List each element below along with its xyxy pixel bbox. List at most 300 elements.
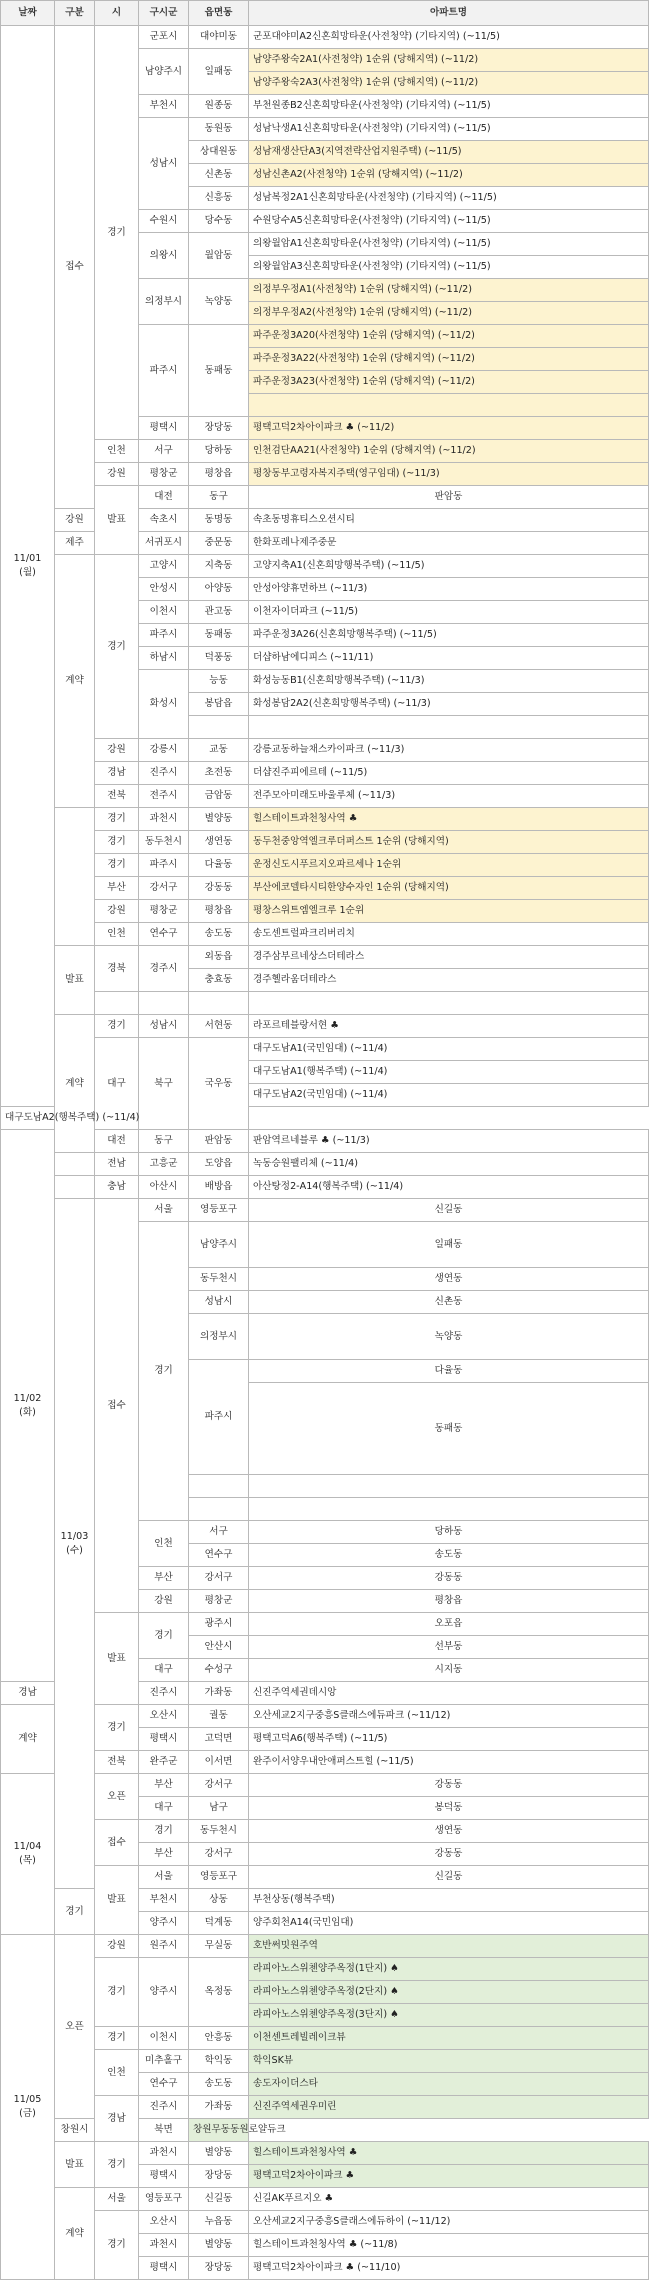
apartment-name-cell: 성남복정2A1신혼희망타운(사전청약) (기타지역) (~11/5) [249,187,649,210]
table-cell: 계약 [55,1015,95,1153]
table-cell: 과천시 [139,2234,189,2257]
table-cell: 인천 [95,440,139,463]
apartment-name-cell: 속초동명휴티스오션시티 [249,509,649,532]
table-cell: 연수구 [139,2073,189,2096]
table-cell [189,716,249,739]
table-cell: 경기 [95,555,139,739]
table-cell: 영등포구 [189,1199,249,1222]
table-cell [189,1498,249,1521]
table-cell: 학익동 [189,2050,249,2073]
table-cell: 파주시 [139,854,189,877]
apartment-name-cell: 평택고덕2차아이파크 ♣ (~11/10) [249,2257,649,2280]
table-cell: 동패동 [249,1383,649,1475]
table-cell: 계약 [55,555,95,808]
header-date: 날짜 [1,1,55,26]
table-cell: 충효동 [189,969,249,992]
apartment-name-cell: 수원당수A5신혼희망타운(사전청약) (기타지역) (~11/5) [249,210,649,233]
table-cell [139,992,189,1015]
table-cell: 경기 [95,1015,139,1038]
table-row [1,1015,649,1038]
apartment-name-cell: 창원무동동원로얄듀크 [189,2119,249,2142]
table-cell: 서울 [139,1199,189,1222]
table-cell: 국우동 [189,1038,249,1130]
table-row [1,923,649,946]
apartment-name-cell: 성남신촌A2(사전청약) 1순위 (당해지역) (~11/2) [249,164,649,187]
apartment-name-cell: 신진주역세권데시앙 [249,1682,649,1705]
date-cell: 11/02 (화) [1,1130,55,1682]
table-cell: 파주시 [139,624,189,647]
table-cell: 계약 [55,2188,95,2280]
table-cell: 신흥동 [189,187,249,210]
table-row [1,2188,649,2211]
table-row [1,739,649,762]
table-cell: 강동동 [249,1774,649,1797]
table-cell: 누읍동 [189,2211,249,2234]
apartment-name-cell: 신길AK푸르지오 ♣ [249,2188,649,2211]
table-cell: 평택시 [139,2257,189,2280]
table-cell: 오산시 [139,1705,189,1728]
table-cell: 안성시 [139,578,189,601]
apartment-name-cell: 힐스테이트과천청사역 ♣ [249,808,649,831]
table-cell: 강원 [95,1935,139,1958]
table-cell [55,1153,95,1176]
apartment-name-cell: 전주모아미래도바울루체 (~11/3) [249,785,649,808]
table-cell [189,1475,249,1498]
table-cell: 부산 [95,877,139,900]
header-town: 읍면동 [189,1,249,26]
table-cell: 인천 [95,2050,139,2096]
table-row [1,555,649,578]
apartment-name-cell: 화성봉담2A2(신혼희망행복주택) (~11/3) [249,693,649,716]
apartment-name-cell: 인천검단AA21(사전청약) 1순위 (당해지역) (~11/2) [249,440,649,463]
table-cell: 경남 [95,2096,139,2142]
table-row [1,1199,649,1222]
table-row [1,1153,649,1176]
table-body [1,26,649,2280]
table-row [1,900,649,923]
table-cell: 발표 [95,486,139,555]
table-cell: 능동 [189,670,249,693]
table-cell: 발표 [55,2142,95,2188]
header-province: 시 [95,1,139,26]
table-cell: 성남시 [139,118,189,210]
table-cell: 일패동 [189,49,249,95]
table-cell: 경남 [1,1682,55,1705]
table-cell: 강서구 [189,1843,249,1866]
table-cell: 과천시 [139,808,189,831]
table-cell: 성남시 [189,1291,249,1314]
table-cell: 동패동 [189,624,249,647]
table-cell: 아산시 [139,1176,189,1199]
table-cell: 강동동 [189,877,249,900]
table-cell: 신길동 [249,1866,649,1889]
table-cell: 완주군 [139,1751,189,1774]
table-cell: 경기 [95,1958,139,2027]
table-cell: 일패동 [249,1222,649,1268]
table-cell: 의왕시 [139,233,189,279]
apartment-name-cell: 동두천중앙역엘크루더퍼스트 1순위 (당해지역) [249,831,649,854]
table-cell: 강원 [55,509,95,532]
table-cell: 금암동 [189,785,249,808]
table-cell: 평창군 [189,1590,249,1613]
table-cell: 동두천시 [189,1268,249,1291]
table-cell: 부천시 [139,1889,189,1912]
table-cell: 녹양동 [249,1314,649,1360]
table-row [1,946,649,969]
table-cell: 속초시 [139,509,189,532]
table-row [1,2027,649,2050]
apartment-name-cell: 안성아양휴먼하브 (~11/3) [249,578,649,601]
table-cell: 신촌동 [189,164,249,187]
table-cell: 충남 [95,1176,139,1199]
apartment-name-cell: 의왕월암A1신혼희망타운(사전청약) (기타지역) (~11/5) [249,233,649,256]
table-row [1,1935,649,1958]
table-row [1,1751,649,1774]
table-cell: 선부동 [249,1636,649,1659]
apartment-name-cell: 평택고덕A6(행복주택) (~11/5) [249,1728,649,1751]
table-cell: 강서구 [139,877,189,900]
table-cell: 영등포구 [189,1866,249,1889]
apartment-name-cell: 파주운정3A22(사전청약) 1순위 (당해지역) (~11/2) [249,348,649,371]
table-cell: 동두천시 [189,1820,249,1843]
table-cell: 아양동 [189,578,249,601]
table-cell: 당수동 [189,210,249,233]
table-cell [95,992,139,1015]
apartment-name-cell: 양주회천A14(국민임대) [249,1912,649,1935]
table-cell: 별양동 [189,808,249,831]
table-cell: 강서구 [189,1567,249,1590]
table-row [1,1774,649,1797]
apartment-name-cell: 오산세교2지구중흥S클래스에듀파크 (~11/12) [249,1705,649,1728]
apartment-name-cell: 파주운정3A20(사전청약) 1순위 (당해지역) (~11/2) [249,325,649,348]
table-cell: 경기 [95,2142,139,2188]
table-cell: 접수 [95,1820,139,1866]
apartment-name-cell: 남양주왕숙2A1(사전청약) 1순위 (당해지역) (~11/2) [249,49,649,72]
apartment-name-cell: 운정신도시푸르지오파르세나 1순위 [249,854,649,877]
table-cell: 이서면 [189,1751,249,1774]
apartment-name-cell: 군포대야미A2신혼희망타운(사전청약) (기타지역) (~11/5) [249,26,649,49]
table-cell: 지축동 [189,555,249,578]
table-cell: 경기 [95,2211,139,2280]
table-cell: 의정부시 [139,279,189,325]
table-cell: 원종동 [189,95,249,118]
table-row [1,2050,649,2073]
table-cell: 동두천시 [139,831,189,854]
table-cell: 광주시 [189,1613,249,1636]
table-cell: 덕계동 [189,1912,249,1935]
table-cell: 남양주시 [189,1222,249,1268]
apartment-name-cell: 의정부우정A2(사전청약) 1순위 (당해지역) (~11/2) [249,302,649,325]
table-cell: 송도동 [249,1544,649,1567]
table-cell: 원주시 [139,1935,189,1958]
table-row [1,440,649,463]
table-cell: 인천 [95,923,139,946]
table-cell: 오포읍 [249,1613,649,1636]
table-cell: 연수구 [139,923,189,946]
table-cell: 동구 [189,486,249,509]
table-row [1,486,649,509]
date-cell: 11/05 (금) [1,1935,55,2280]
table-cell: 안산시 [189,1636,249,1659]
apartment-name-cell: 힐스테이트과천청사역 ♣ (~11/8) [249,2234,649,2257]
table-cell: 평택시 [139,417,189,440]
table-cell: 경기 [95,854,139,877]
table-cell: 경기 [95,2027,139,2050]
table-cell: 평창읍 [249,1590,649,1613]
date-cell: 11/03 (수) [55,1199,95,1889]
table-cell: 화성시 [139,670,189,739]
table-cell: 미추홀구 [139,2050,189,2073]
table-row [1,1820,649,1843]
apartment-name-cell: 화성능동B1(신혼희망행복주택) (~11/3) [249,670,649,693]
table-cell: 관고동 [189,601,249,624]
table-cell: 강원 [95,739,139,762]
table-cell: 생연동 [249,1268,649,1291]
apartment-name-cell: 라피아노스위첸양주옥정(1단지) ♠ [249,1958,649,1981]
table-row [1,1176,649,1199]
table-cell: 경기 [139,1222,189,1521]
table-cell: 경기 [95,1705,139,1751]
table-cell: 진주시 [139,762,189,785]
table-row [1,2096,649,2119]
table-cell: 경기 [95,808,139,831]
date-cell: 11/01 (월) [1,26,55,1107]
table-row [1,2211,649,2234]
table-cell: 고덕면 [189,1728,249,1751]
table-cell [55,1176,95,1199]
table-cell: 판암동 [189,1130,249,1153]
table-cell: 상동 [189,1889,249,1912]
table-cell: 이천시 [139,601,189,624]
table-cell: 서귀포시 [139,532,189,555]
table-cell: 제주 [55,532,95,555]
apartment-name-cell: 완주이서양우내안애퍼스트힐 (~11/5) [249,1751,649,1774]
apartment-name-cell: 파주운정3A23(사전청약) 1순위 (당해지역) (~11/2) [249,371,649,394]
table-cell: 북면 [139,2119,189,2142]
table-cell: 동패동 [189,325,249,417]
table-cell: 의정부시 [189,1314,249,1360]
table-cell: 창원시 [55,2119,95,2142]
table-row [1,785,649,808]
table-cell: 대구 [95,1038,139,1130]
table-cell: 남양주시 [139,49,189,95]
table-cell: 양주시 [139,1958,189,2027]
table-cell: 인천 [139,1521,189,1567]
apartment-name-cell: 라피아노스위첸양주옥정(2단지) ♠ [249,1981,649,2004]
table-cell: 옥정동 [189,1958,249,2027]
apartment-name-cell: 판암역르네블루 ♣ (~11/3) [249,1130,649,1153]
table-cell: 신길동 [249,1199,649,1222]
table-row [1,992,649,1015]
table-cell: 교동 [189,739,249,762]
apartment-name-cell: 의정부우정A1(사전청약) 1순위 (당해지역) (~11/2) [249,279,649,302]
table-cell: 봉담읍 [189,693,249,716]
table-cell: 송도동 [189,923,249,946]
table-cell: 시지동 [249,1659,649,1682]
table-cell [189,992,249,1015]
table-cell: 별양동 [189,2142,249,2165]
table-cell: 신길동 [189,2188,249,2211]
apartment-name-cell: 아산탕정2-A14(행복주택) (~11/4) [249,1176,649,1199]
header-row [1,1,649,26]
table-cell: 당하동 [189,440,249,463]
apartment-name-cell: 고양지축A1(신혼희망행복주택) (~11/5) [249,555,649,578]
header-district: 구시군 [139,1,189,26]
table-row [1,463,649,486]
table-cell: 전북 [95,1751,139,1774]
table-cell: 발표 [95,1866,139,1935]
apartment-name-cell: 송도자이더스타 [249,2073,649,2096]
table-cell: 동원동 [189,118,249,141]
header-apartment: 아파트명 [249,1,649,26]
table-cell: 수성구 [189,1659,249,1682]
table-cell: 평창군 [139,463,189,486]
apartment-name-cell: 경주삼부르네상스더테라스 [249,946,649,969]
table-row [1,1866,649,1889]
apartment-name-cell: 라피아노스위첸양주옥정(3단지) ♠ [249,2004,649,2027]
apartment-name-cell [249,992,649,1015]
table-cell: 경남 [95,762,139,785]
apartment-name-cell: 평창동부고령자복지주택(영구임대) (~11/3) [249,463,649,486]
table-cell: 별양동 [189,2234,249,2257]
table-cell: 송도동 [189,2073,249,2096]
table-cell: 발표 [55,946,95,1015]
apartment-name-cell: 성남낙생A1신혼희망타운(사전청약) (기타지역) (~11/5) [249,118,649,141]
table-cell: 경주시 [139,946,189,992]
table-cell [55,808,95,946]
table-cell: 고양시 [139,555,189,578]
table-cell: 초전동 [189,762,249,785]
table-cell: 파주시 [189,1360,249,1475]
table-cell: 평창읍 [189,900,249,923]
table-row [1,1958,649,1981]
apartment-name-cell [249,394,649,417]
table-row [1,877,649,900]
table-cell: 오산시 [139,2211,189,2234]
table-cell: 경기 [139,1820,189,1843]
table-cell: 가좌동 [189,2096,249,2119]
table-cell: 강릉시 [139,739,189,762]
table-cell: 발표 [95,1613,139,1705]
apartment-name-cell: 평창스위트엠엘크루 1순위 [249,900,649,923]
apartment-name-cell: 녹동승원팰리체 (~11/4) [249,1153,649,1176]
apartment-name-cell: 학익SK뷰 [249,2050,649,2073]
apartment-name-cell: 남양주왕숙2A3(사전청약) 1순위 (당해지역) (~11/2) [249,72,649,95]
table-cell: 상대원동 [189,141,249,164]
table-cell: 동명동 [189,509,249,532]
table-row [1,762,649,785]
apartment-name-cell: 대구도남A1(행복주택) (~11/4) [249,1061,649,1084]
apartment-name-cell: 경주헬라움더테라스 [249,969,649,992]
table-cell: 녹양동 [189,279,249,325]
table-cell: 강서구 [189,1774,249,1797]
apartment-name-cell: 대구도남A1(국민임대) (~11/4) [249,1038,649,1061]
apartment-name-cell: 라포르테블랑서현 ♣ [249,1015,649,1038]
table-cell: 서구 [139,440,189,463]
table-cell: 대전 [95,1130,139,1153]
table-row [1,1130,649,1153]
table-cell: 전남 [95,1153,139,1176]
table-cell: 양주시 [139,1912,189,1935]
table-cell: 대전 [139,486,189,509]
table-cell: 군포시 [139,26,189,49]
table-cell: 안흥동 [189,2027,249,2050]
table-cell: 무실동 [189,1935,249,1958]
table-cell: 과천시 [139,2142,189,2165]
table-cell: 배방읍 [189,1176,249,1199]
table-row [1,2142,649,2165]
table-cell: 고흥군 [139,1153,189,1176]
table-cell: 평택시 [139,2165,189,2188]
table-cell: 궐동 [189,1705,249,1728]
table-cell: 외동읍 [189,946,249,969]
table-cell: 평택시 [139,1728,189,1751]
table-row [1,808,649,831]
table-cell: 가좌동 [189,1682,249,1705]
apartment-name-cell: 대구도남A2(행복주택) (~11/4) [1,1107,55,1130]
table-cell: 진주시 [139,1682,189,1705]
table-row [1,26,649,49]
table-cell: 장당동 [189,417,249,440]
table-cell: 동구 [139,1130,189,1153]
table-cell: 경기 [55,1889,95,1935]
apartment-name-cell: 강릉교동하늘채스카이파크 (~11/3) [249,739,649,762]
table-cell: 오픈 [95,1774,139,1820]
table-cell: 장당동 [189,2165,249,2188]
apartment-name-cell: 한화포레나제주중문 [249,532,649,555]
table-cell: 수원시 [139,210,189,233]
apartment-name-cell: 이천센트레빌레이크뷰 [249,2027,649,2050]
table-cell: 강동동 [249,1567,649,1590]
apartment-name-cell: 평택고덕2차아이파크 ♣ (~11/2) [249,417,649,440]
table-cell: 생연동 [189,831,249,854]
table-cell: 강원 [95,900,139,923]
table-row [1,831,649,854]
apartment-name-cell: 더샵진주피에르테 (~11/5) [249,762,649,785]
apartment-name-cell [249,716,649,739]
apartment-name-cell: 부천상동(행복주택) [249,1889,649,1912]
table-cell: 대구 [139,1659,189,1682]
table-cell: 당하동 [249,1521,649,1544]
table-cell: 서현동 [189,1015,249,1038]
apartment-name-cell: 성남재생산단A3(지역전략산업지원주택) (~11/5) [249,141,649,164]
table-cell: 강동동 [249,1843,649,1866]
table-cell: 평창군 [139,900,189,923]
table-cell: 부천시 [139,95,189,118]
table-cell: 다율동 [249,1360,649,1383]
apartment-name-cell: 송도센트럴파크리버리치 [249,923,649,946]
header-category: 구분 [55,1,95,26]
table-cell: 이천시 [139,2027,189,2050]
table-cell: 경북 [95,946,139,992]
table-cell: 연수구 [189,1544,249,1567]
table-cell: 접수 [55,26,95,509]
table-cell: 남구 [189,1797,249,1820]
table-cell: 전북 [95,785,139,808]
table-cell: 경기 [95,831,139,854]
table-cell: 강원 [139,1590,189,1613]
table-cell: 판암동 [249,486,649,509]
table-row [1,1705,649,1728]
table-cell: 하남시 [139,647,189,670]
table-cell: 신촌동 [249,1291,649,1314]
table-cell: 강원 [95,463,139,486]
apartment-name-cell: 호반써밋원주역 [249,1935,649,1958]
apartment-name-cell: 부산에코델타시티한양수자인 1순위 (당해지역) [249,877,649,900]
table-cell: 경기 [139,1613,189,1659]
table-cell: 덕풍동 [189,647,249,670]
table-cell: 서울 [139,1866,189,1889]
